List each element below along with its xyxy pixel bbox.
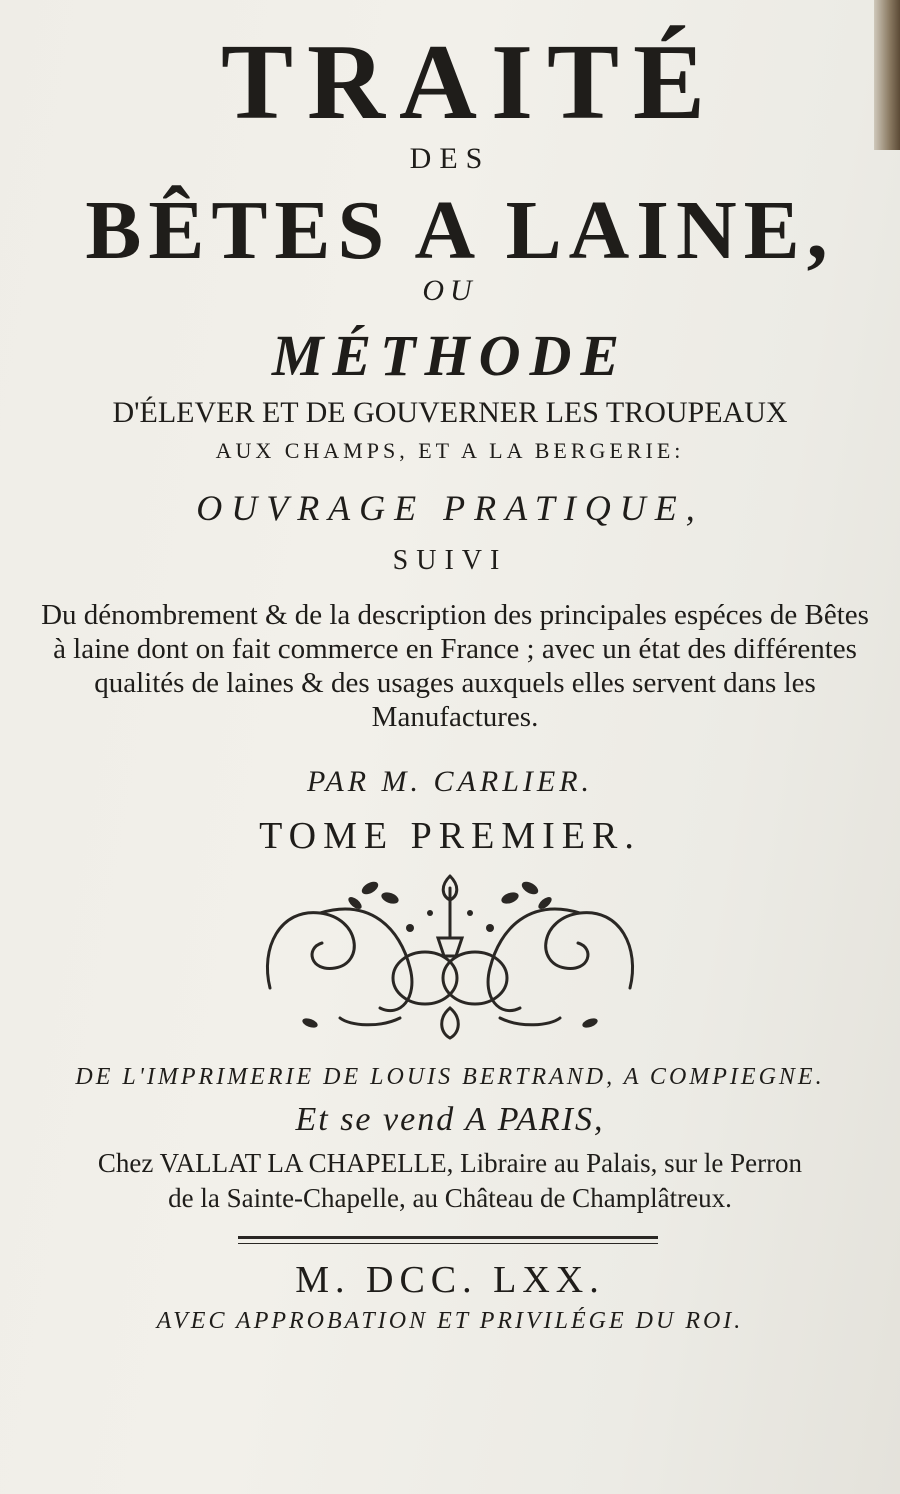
title-des: DES xyxy=(409,142,491,175)
floral-vignette-icon xyxy=(250,868,650,1043)
approbation-line: AVEC APPROBATION ET PRIVILÉGE DU ROI. xyxy=(156,1308,744,1334)
address-line: de la Sainte-Chapelle, au Château de Champlâtreux. xyxy=(168,1183,732,1213)
subtitle-elever: D'ÉLEVER ET DE GOUVERNER LES TROUPEAUX xyxy=(112,396,788,429)
author-line: PAR M. CARLIER. xyxy=(306,765,594,798)
printer-line: DE L'IMPRIMERIE DE LOUIS BERTRAND, A COMPIEGNE. xyxy=(75,1064,825,1090)
title-betes-a-laine: BÊTES A LAINE, xyxy=(85,184,835,277)
subtitle-suivi: SUIVI xyxy=(392,545,508,576)
description-paragraph: Du dénombrement & de la description des principales espéces de Bêtes à laine dont on fait commerce en France ; avec un état des différentes qualités de laines & des usages auxquels elles servent dans les Manufactures. xyxy=(41,599,869,733)
publication-date: M. DCC. LXX. xyxy=(295,1259,605,1301)
sold-line: Et se vend A PARIS, xyxy=(295,1101,605,1138)
volume-line: TOME PREMIER. xyxy=(259,815,641,857)
title-methode: MÉTHODE xyxy=(271,323,629,388)
subtitle-ouvrage: OUVRAGE PRATIQUE, xyxy=(196,488,704,528)
title-traite: TRAITÉ xyxy=(220,23,720,142)
double-rule-thin xyxy=(238,1243,658,1244)
subtitle-champs: AUX CHAMPS, ET A LA BERGERIE: xyxy=(215,438,685,463)
title-ou: OU xyxy=(422,274,478,307)
bookseller-line: Chez VALLAT LA CHAPELLE, Libraire au Palais, sur le Perron xyxy=(97,1148,803,1178)
double-rule-thick xyxy=(238,1236,658,1239)
